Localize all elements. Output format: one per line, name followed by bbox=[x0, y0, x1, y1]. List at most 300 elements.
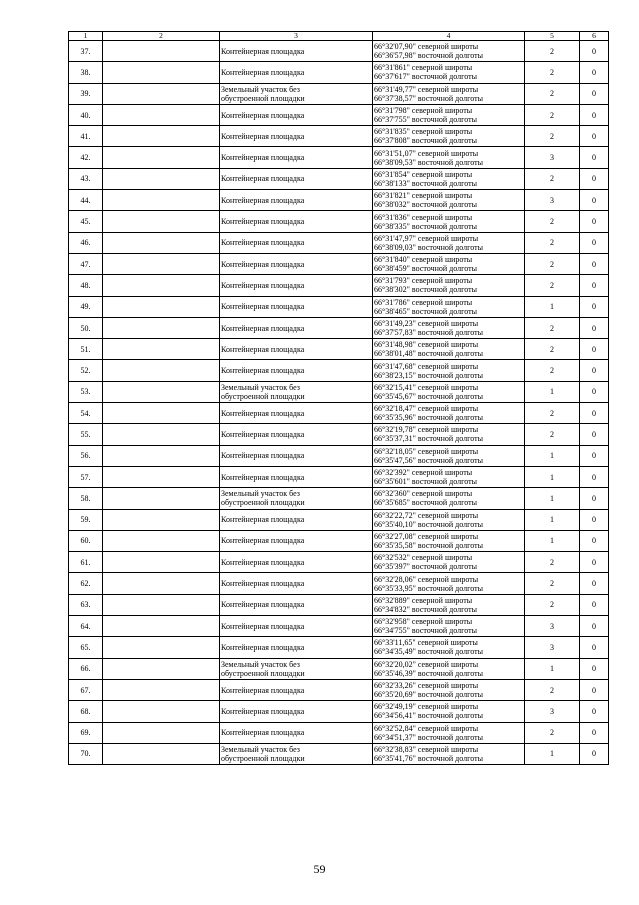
column-number-1: 1 bbox=[69, 32, 103, 41]
coordinates-cell bbox=[373, 275, 525, 296]
column-6-cell: 0 bbox=[580, 62, 609, 83]
row-number-cell: 59. bbox=[69, 509, 103, 530]
table-row bbox=[69, 339, 609, 360]
containers-count-cell: 3 bbox=[525, 701, 580, 722]
row-number-cell: 52. bbox=[69, 360, 103, 381]
column-6-cell: 0 bbox=[580, 530, 609, 551]
row-number-cell: 65. bbox=[69, 637, 103, 658]
latitude-line: 66°32'52,84" северной широты bbox=[374, 723, 479, 733]
latitude-line: 66°32'360" северной широты bbox=[374, 489, 473, 499]
site-type-line: Контейнерная площадка bbox=[221, 621, 305, 631]
site-type-cell bbox=[220, 296, 373, 317]
row-number-cell: 69. bbox=[69, 722, 103, 743]
latitude-line: 66°32'532" северной широты bbox=[374, 553, 473, 563]
latitude-line: 66°32'18,47" северной широты bbox=[374, 404, 479, 414]
row-number-cell: 51. bbox=[69, 339, 103, 360]
table-row bbox=[69, 509, 609, 530]
longitude-line: 66°38'032" восточной долготы bbox=[374, 200, 477, 210]
site-type-line: Контейнерная площадка bbox=[221, 685, 305, 695]
table-row bbox=[69, 317, 609, 338]
containers-count-cell: 2 bbox=[525, 104, 580, 125]
coordinates-cell bbox=[373, 616, 525, 637]
empty-cell bbox=[103, 253, 220, 274]
coordinates-cell bbox=[373, 381, 525, 402]
coordinates-cell bbox=[373, 168, 525, 189]
site-type-cell bbox=[220, 701, 373, 722]
column-6-cell: 0 bbox=[580, 104, 609, 125]
table-row bbox=[69, 253, 609, 274]
site-type-line: Контейнерная площадка bbox=[221, 46, 305, 56]
column-6-cell: 0 bbox=[580, 253, 609, 274]
table-row bbox=[69, 679, 609, 700]
column-6-cell: 0 bbox=[580, 552, 609, 573]
empty-cell bbox=[103, 147, 220, 168]
site-type-cell bbox=[220, 445, 373, 466]
containers-count-cell: 1 bbox=[525, 509, 580, 530]
row-number-cell: 44. bbox=[69, 190, 103, 211]
site-type-line: Контейнерная площадка bbox=[221, 110, 305, 120]
row-number-cell: 39. bbox=[69, 83, 103, 104]
column-6-cell: 0 bbox=[580, 83, 609, 104]
site-type-line: Контейнерная площадка bbox=[221, 366, 305, 376]
column-6-cell: 0 bbox=[580, 445, 609, 466]
containers-count-cell: 1 bbox=[525, 296, 580, 317]
containers-count-cell: 1 bbox=[525, 488, 580, 509]
table-row bbox=[69, 637, 609, 658]
coordinates-cell bbox=[373, 594, 525, 615]
site-type-line: Контейнерная площадка bbox=[221, 344, 305, 354]
row-number-cell: 53. bbox=[69, 381, 103, 402]
coordinates-cell bbox=[373, 232, 525, 253]
containers-count-cell: 2 bbox=[525, 83, 580, 104]
table-row bbox=[69, 232, 609, 253]
site-type-cell bbox=[220, 722, 373, 743]
table-row bbox=[69, 722, 609, 743]
empty-cell bbox=[103, 317, 220, 338]
row-number-cell: 70. bbox=[69, 743, 103, 764]
column-6-cell: 0 bbox=[580, 190, 609, 211]
site-type-cell bbox=[220, 658, 373, 679]
site-type-cell bbox=[220, 552, 373, 573]
coordinates-cell bbox=[373, 466, 525, 487]
site-type-cell bbox=[220, 381, 373, 402]
site-type-cell bbox=[220, 466, 373, 487]
empty-cell bbox=[103, 616, 220, 637]
table-row bbox=[69, 466, 609, 487]
row-number-cell: 40. bbox=[69, 104, 103, 125]
site-type-line: Контейнерная площадка bbox=[221, 472, 305, 482]
site-type-cell bbox=[220, 594, 373, 615]
longitude-line: 66°35'41,76" восточной долготы bbox=[374, 753, 483, 763]
containers-count-cell: 1 bbox=[525, 381, 580, 402]
row-number-cell: 56. bbox=[69, 445, 103, 466]
latitude-line: 66°31'49,77" северной широты bbox=[374, 84, 479, 94]
containers-count-cell: 3 bbox=[525, 147, 580, 168]
table-row bbox=[69, 445, 609, 466]
latitude-line: 66°31'798" северной широты bbox=[374, 106, 473, 116]
site-type-cell bbox=[220, 83, 373, 104]
longitude-line: 66°38'09,53" восточной долготы bbox=[374, 157, 483, 167]
containers-count-cell: 2 bbox=[525, 168, 580, 189]
longitude-line: 66°38'23,15" восточной долготы bbox=[374, 370, 483, 380]
coordinates-cell bbox=[373, 317, 525, 338]
site-type-cell bbox=[220, 211, 373, 232]
row-number-cell: 68. bbox=[69, 701, 103, 722]
table-row bbox=[69, 658, 609, 679]
row-number-cell: 67. bbox=[69, 679, 103, 700]
site-type-cell bbox=[220, 509, 373, 530]
latitude-line: 66°31'48,98" северной широты bbox=[374, 340, 479, 350]
longitude-line: 66°38'465" восточной долготы bbox=[374, 306, 477, 316]
coordinates-cell bbox=[373, 147, 525, 168]
latitude-line: 66°32'958" северной широты bbox=[374, 617, 473, 627]
table-row bbox=[69, 616, 609, 637]
table-row bbox=[69, 743, 609, 764]
site-type-cell bbox=[220, 360, 373, 381]
site-type-cell bbox=[220, 317, 373, 338]
row-number-cell: 66. bbox=[69, 658, 103, 679]
table-row bbox=[69, 190, 609, 211]
latitude-line: 66°32'18,05" северной широты bbox=[374, 446, 479, 456]
table-row bbox=[69, 360, 609, 381]
empty-cell bbox=[103, 743, 220, 764]
empty-cell bbox=[103, 275, 220, 296]
column-number-6: 6 bbox=[580, 32, 609, 41]
site-type-line: Земельный участок без bbox=[221, 659, 300, 669]
site-type-line: Контейнерная площадка bbox=[221, 280, 305, 290]
empty-cell bbox=[103, 403, 220, 424]
empty-cell bbox=[103, 658, 220, 679]
site-type-line: Контейнерная площадка bbox=[221, 323, 305, 333]
table-row bbox=[69, 275, 609, 296]
empty-cell bbox=[103, 232, 220, 253]
row-number-cell: 64. bbox=[69, 616, 103, 637]
latitude-line: 66°32'28,06" северной широты bbox=[374, 574, 479, 584]
coordinates-cell bbox=[373, 445, 525, 466]
containers-count-cell: 1 bbox=[525, 445, 580, 466]
empty-cell bbox=[103, 594, 220, 615]
containers-count-cell: 1 bbox=[525, 530, 580, 551]
site-type-line: Контейнерная площадка bbox=[221, 429, 305, 439]
empty-cell bbox=[103, 62, 220, 83]
empty-cell bbox=[103, 168, 220, 189]
empty-cell bbox=[103, 424, 220, 445]
row-number-cell: 60. bbox=[69, 530, 103, 551]
coordinates-cell bbox=[373, 339, 525, 360]
empty-cell bbox=[103, 530, 220, 551]
table-row bbox=[69, 573, 609, 594]
site-type-line: Контейнерная площадка bbox=[221, 706, 305, 716]
column-number-4: 4 bbox=[373, 32, 525, 41]
column-6-cell: 0 bbox=[580, 424, 609, 445]
site-type-line: Контейнерная площадка bbox=[221, 302, 305, 312]
site-type-line: Контейнерная площадка bbox=[221, 131, 305, 141]
column-6-cell: 0 bbox=[580, 296, 609, 317]
site-type-line: Контейнерная площадка bbox=[221, 536, 305, 546]
containers-count-cell: 1 bbox=[525, 743, 580, 764]
site-type-line: Контейнерная площадка bbox=[221, 642, 305, 652]
containers-count-cell: 2 bbox=[525, 403, 580, 424]
row-number-cell: 58. bbox=[69, 488, 103, 509]
site-type-line: Контейнерная площадка bbox=[221, 153, 305, 163]
coordinates-cell bbox=[373, 41, 525, 62]
longitude-line: 66°38'01,48" восточной долготы bbox=[374, 349, 483, 359]
table-row bbox=[69, 701, 609, 722]
empty-cell bbox=[103, 381, 220, 402]
latitude-line: 66°32'889" северной широты bbox=[374, 595, 473, 605]
column-6-cell: 0 bbox=[580, 573, 609, 594]
longitude-line: 66°38'133" восточной долготы bbox=[374, 178, 477, 188]
site-type-cell bbox=[220, 488, 373, 509]
table-row bbox=[69, 126, 609, 147]
column-number-5: 5 bbox=[525, 32, 580, 41]
longitude-line: 66°34'35,49" восточной долготы bbox=[374, 647, 483, 657]
site-type-cell bbox=[220, 424, 373, 445]
longitude-line: 66°35'37,31" восточной долготы bbox=[374, 434, 483, 444]
longitude-line: 66°35'397" восточной долготы bbox=[374, 562, 477, 572]
row-number-cell: 43. bbox=[69, 168, 103, 189]
longitude-line: 66°34'56,41" восточной долготы bbox=[374, 711, 483, 721]
column-number-3: 3 bbox=[220, 32, 373, 41]
containers-count-cell: 2 bbox=[525, 339, 580, 360]
coordinates-cell bbox=[373, 701, 525, 722]
latitude-line: 66°31'836" северной широты bbox=[374, 212, 473, 222]
site-type-line: Контейнерная площадка bbox=[221, 259, 305, 269]
coordinates-cell bbox=[373, 424, 525, 445]
site-type-line: обустроенной площадки bbox=[221, 498, 305, 508]
longitude-line: 66°35'45,67" восточной долготы bbox=[374, 391, 483, 401]
longitude-line: 66°35'47,56" восточной долготы bbox=[374, 455, 483, 465]
site-type-cell bbox=[220, 168, 373, 189]
site-type-cell bbox=[220, 530, 373, 551]
coordinates-cell bbox=[373, 296, 525, 317]
column-6-cell: 0 bbox=[580, 616, 609, 637]
coordinates-cell bbox=[373, 509, 525, 530]
longitude-line: 66°34'51,37" восточной долготы bbox=[374, 732, 483, 742]
coordinates-cell bbox=[373, 253, 525, 274]
latitude-line: 66°32'49,19" северной широты bbox=[374, 702, 479, 712]
empty-cell bbox=[103, 41, 220, 62]
empty-cell bbox=[103, 190, 220, 211]
table-row bbox=[69, 296, 609, 317]
row-number-cell: 46. bbox=[69, 232, 103, 253]
row-number-cell: 55. bbox=[69, 424, 103, 445]
row-number-cell: 61. bbox=[69, 552, 103, 573]
coordinates-cell bbox=[373, 530, 525, 551]
column-6-cell: 0 bbox=[580, 381, 609, 402]
longitude-line: 66°37'617" восточной долготы bbox=[374, 72, 477, 82]
column-6-cell: 0 bbox=[580, 126, 609, 147]
longitude-line: 66°37'57,83" восточной долготы bbox=[374, 328, 483, 337]
column-6-cell: 0 bbox=[580, 339, 609, 360]
header-row bbox=[69, 32, 609, 41]
latitude-line: 66°32'15,41" северной широты bbox=[374, 382, 479, 392]
containers-count-cell: 3 bbox=[525, 190, 580, 211]
site-type-line: Земельный участок без bbox=[221, 489, 300, 499]
longitude-line: 66°38'302" восточной долготы bbox=[374, 285, 477, 295]
column-6-cell: 0 bbox=[580, 275, 609, 296]
row-number-cell: 38. bbox=[69, 62, 103, 83]
row-number-cell: 50. bbox=[69, 317, 103, 338]
row-number-cell: 41. bbox=[69, 126, 103, 147]
coordinates-cell bbox=[373, 488, 525, 509]
site-type-line: Контейнерная площадка bbox=[221, 728, 305, 738]
row-number-cell: 63. bbox=[69, 594, 103, 615]
containers-count-cell: 2 bbox=[525, 126, 580, 147]
site-type-cell bbox=[220, 41, 373, 62]
longitude-line: 66°38'459" восточной долготы bbox=[374, 264, 477, 274]
site-type-line: Контейнерная площадка bbox=[221, 451, 305, 461]
coordinates-cell bbox=[373, 126, 525, 147]
longitude-line: 66°34'755" восточной долготы bbox=[374, 626, 477, 636]
site-type-cell bbox=[220, 147, 373, 168]
empty-cell bbox=[103, 211, 220, 232]
empty-cell bbox=[103, 552, 220, 573]
site-type-cell bbox=[220, 62, 373, 83]
site-type-cell bbox=[220, 232, 373, 253]
column-number-2: 2 bbox=[103, 32, 220, 41]
latitude-line: 66°32'07,90" северной широты bbox=[374, 42, 479, 52]
column-6-cell: 0 bbox=[580, 360, 609, 381]
coordinates-cell bbox=[373, 211, 525, 232]
empty-cell bbox=[103, 679, 220, 700]
latitude-line: 66°31'47,68" северной широты bbox=[374, 361, 479, 371]
site-type-line: Земельный участок без bbox=[221, 382, 300, 392]
table-row bbox=[69, 62, 609, 83]
site-type-line: Контейнерная площадка bbox=[221, 600, 305, 610]
latitude-line: 66°33'11,65" северной широты bbox=[374, 638, 478, 648]
page-number: 59 bbox=[313, 862, 326, 876]
table-row bbox=[69, 552, 609, 573]
column-6-cell: 0 bbox=[580, 403, 609, 424]
longitude-line: 66°35'601" восточной долготы bbox=[374, 477, 477, 487]
latitude-line: 66°32'392" северной широты bbox=[374, 468, 473, 478]
column-6-cell: 0 bbox=[580, 232, 609, 253]
site-type-cell bbox=[220, 339, 373, 360]
table-row bbox=[69, 147, 609, 168]
longitude-line: 66°37'38,57" восточной долготы bbox=[374, 93, 483, 103]
column-6-cell: 0 bbox=[580, 147, 609, 168]
empty-cell bbox=[103, 488, 220, 509]
latitude-line: 66°31'51,07" северной широты bbox=[374, 148, 479, 158]
containers-count-cell: 1 bbox=[525, 658, 580, 679]
site-type-cell bbox=[220, 253, 373, 274]
latitude-line: 66°31'854" северной широты bbox=[374, 169, 473, 179]
containers-count-cell: 2 bbox=[525, 211, 580, 232]
column-6-cell: 0 bbox=[580, 679, 609, 700]
latitude-line: 66°32'22,72" северной широты bbox=[374, 510, 479, 520]
row-number-cell: 49. bbox=[69, 296, 103, 317]
latitude-line: 66°31'840" северной широты bbox=[374, 255, 473, 265]
coordinates-cell bbox=[373, 104, 525, 125]
latitude-line: 66°32'20,02" северной широты bbox=[374, 659, 479, 669]
column-6-cell: 0 bbox=[580, 701, 609, 722]
column-6-cell: 0 bbox=[580, 488, 609, 509]
longitude-line: 66°35'35,58" восточной долготы bbox=[374, 540, 483, 550]
coordinates-cell bbox=[373, 573, 525, 594]
latitude-line: 66°31'786" северной широты bbox=[374, 297, 473, 307]
longitude-line: 66°35'20,69" восточной долготы bbox=[374, 690, 483, 700]
column-6-cell: 0 bbox=[580, 743, 609, 764]
site-type-cell bbox=[220, 190, 373, 211]
empty-cell bbox=[103, 104, 220, 125]
longitude-line: 66°35'33,95" восточной долготы bbox=[374, 583, 483, 593]
row-number-cell: 45. bbox=[69, 211, 103, 232]
site-type-line: Контейнерная площадка bbox=[221, 579, 305, 589]
containers-count-cell: 2 bbox=[525, 573, 580, 594]
table-row bbox=[69, 403, 609, 424]
table-row bbox=[69, 530, 609, 551]
latitude-line: 66°31'49,23" северной широты bbox=[374, 319, 479, 328]
column-6-cell: 0 bbox=[580, 168, 609, 189]
site-type-cell bbox=[220, 573, 373, 594]
site-type-cell bbox=[220, 126, 373, 147]
latitude-line: 66°32'19,78" северной широты bbox=[374, 425, 479, 435]
containers-count-cell: 2 bbox=[525, 232, 580, 253]
column-6-cell: 0 bbox=[580, 594, 609, 615]
containers-count-cell: 2 bbox=[525, 594, 580, 615]
latitude-line: 66°31'47,97" северной широты bbox=[374, 233, 479, 243]
containers-count-cell: 3 bbox=[525, 616, 580, 637]
latitude-line: 66°31'835" северной широты bbox=[374, 127, 473, 137]
site-type-cell bbox=[220, 679, 373, 700]
row-number-cell: 48. bbox=[69, 275, 103, 296]
empty-cell bbox=[103, 339, 220, 360]
row-number-cell: 42. bbox=[69, 147, 103, 168]
coordinates-cell bbox=[373, 360, 525, 381]
empty-cell bbox=[103, 722, 220, 743]
column-6-cell: 0 bbox=[580, 722, 609, 743]
table-row bbox=[69, 424, 609, 445]
containers-count-cell: 2 bbox=[525, 424, 580, 445]
containers-count-cell: 2 bbox=[525, 41, 580, 62]
site-type-line: Контейнерная площадка bbox=[221, 174, 305, 184]
coordinates-cell bbox=[373, 722, 525, 743]
site-type-line: Земельный участок без bbox=[221, 744, 300, 754]
empty-cell bbox=[103, 445, 220, 466]
longitude-line: 66°35'35,96" восточной долготы bbox=[374, 413, 483, 423]
table-row bbox=[69, 41, 609, 62]
longitude-line: 66°35'46,39" восточной долготы bbox=[374, 668, 483, 678]
longitude-line: 66°37'808" восточной долготы bbox=[374, 136, 477, 146]
coordinates-cell bbox=[373, 637, 525, 658]
column-6-cell: 0 bbox=[580, 317, 609, 338]
coordinates-cell bbox=[373, 403, 525, 424]
table-row bbox=[69, 104, 609, 125]
site-type-line: обустроенной площадки bbox=[221, 668, 305, 678]
row-number-cell: 47. bbox=[69, 253, 103, 274]
table-row bbox=[69, 594, 609, 615]
longitude-line: 66°37'755" восточной долготы bbox=[374, 115, 477, 125]
containers-count-cell: 2 bbox=[525, 317, 580, 338]
containers-count-cell: 3 bbox=[525, 637, 580, 658]
containers-count-cell: 1 bbox=[525, 466, 580, 487]
table-row bbox=[69, 381, 609, 402]
site-type-cell bbox=[220, 275, 373, 296]
table-row bbox=[69, 168, 609, 189]
site-type-line: обустроенной площадки bbox=[221, 391, 305, 401]
site-type-line: Контейнерная площадка bbox=[221, 195, 305, 205]
latitude-line: 66°31'861" северной широты bbox=[374, 63, 473, 73]
row-number-cell: 57. bbox=[69, 466, 103, 487]
column-6-cell: 0 bbox=[580, 211, 609, 232]
empty-cell bbox=[103, 83, 220, 104]
site-type-line: Земельный участок без bbox=[221, 84, 300, 94]
site-type-line: обустроенной площадки bbox=[221, 753, 305, 763]
coordinates-cell bbox=[373, 83, 525, 104]
empty-cell bbox=[103, 296, 220, 317]
column-6-cell: 0 bbox=[580, 41, 609, 62]
